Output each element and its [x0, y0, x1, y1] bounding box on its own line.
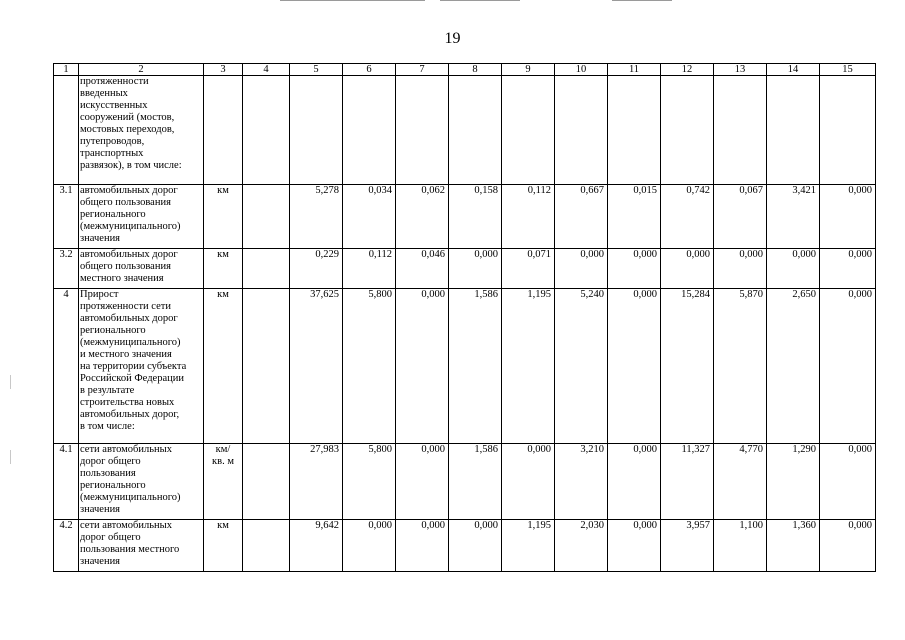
column-4-cell [243, 185, 290, 249]
table-row [54, 249, 876, 289]
row-number: 3.2 [54, 249, 79, 289]
value-cell: 0,000 [343, 520, 396, 572]
value-cell [343, 76, 396, 185]
value-cell [555, 76, 608, 185]
value-cell [608, 76, 661, 185]
value-cell: 15,284 [661, 289, 714, 444]
value-cell: 1,360 [767, 520, 820, 572]
value-cell: 5,278 [290, 185, 343, 249]
value-cell: 0,000 [608, 520, 661, 572]
row-number: 4.1 [54, 444, 79, 520]
header-cell: 1 [54, 64, 79, 76]
unit-cell: км [204, 185, 243, 249]
header-cell: 7 [396, 64, 449, 76]
table-row [54, 185, 876, 249]
value-cell [396, 76, 449, 185]
unit-cell [204, 76, 243, 185]
unit-cell: км [204, 289, 243, 444]
table-row [54, 444, 876, 520]
header-cell: 3 [204, 64, 243, 76]
value-cell: 2,030 [555, 520, 608, 572]
value-cell: 0,000 [820, 289, 876, 444]
value-cell: 5,800 [343, 444, 396, 520]
row-description: автомобильных дорог общего пользования местного значения [79, 249, 204, 289]
value-cell [290, 76, 343, 185]
value-cell: 0,071 [502, 249, 555, 289]
value-cell: 1,586 [449, 289, 502, 444]
unit-cell: км [204, 520, 243, 572]
value-cell: 0,000 [502, 444, 555, 520]
value-cell [820, 76, 876, 185]
column-4-cell [243, 444, 290, 520]
value-cell: 0,000 [396, 444, 449, 520]
value-cell [502, 76, 555, 185]
value-cell: 0,000 [396, 520, 449, 572]
value-cell: 3,421 [767, 185, 820, 249]
value-cell: 0,000 [608, 289, 661, 444]
value-cell: 0,158 [449, 185, 502, 249]
value-cell: 37,625 [290, 289, 343, 444]
page-number: 19 [444, 30, 461, 47]
column-number-header-row [54, 64, 876, 76]
value-cell: 0,062 [396, 185, 449, 249]
scan-edge-mark [10, 450, 11, 464]
scan-top-line-right [612, 0, 672, 1]
value-cell: 1,290 [767, 444, 820, 520]
header-cell: 14 [767, 64, 820, 76]
value-cell: 0,000 [608, 249, 661, 289]
value-cell: 0,000 [767, 249, 820, 289]
row-description: автомобильных дорог общего пользования регионального (межмуниципального) значения [79, 185, 204, 249]
value-cell: 2,650 [767, 289, 820, 444]
value-cell: 0,000 [820, 249, 876, 289]
column-4-cell [243, 289, 290, 444]
value-cell: 3,210 [555, 444, 608, 520]
table-row [54, 76, 876, 185]
value-cell: 0,742 [661, 185, 714, 249]
table-row [54, 289, 876, 444]
table-row [54, 520, 876, 572]
header-cell: 10 [555, 64, 608, 76]
unit-cell: км/ кв. м [204, 444, 243, 520]
value-cell: 0,034 [343, 185, 396, 249]
row-number: 4 [54, 289, 79, 444]
scan-edge-mark [10, 375, 11, 389]
row-number: 4.2 [54, 520, 79, 572]
value-cell: 3,957 [661, 520, 714, 572]
value-cell: 1,195 [502, 289, 555, 444]
value-cell: 0,067 [714, 185, 767, 249]
row-number: 3.1 [54, 185, 79, 249]
value-cell [449, 76, 502, 185]
value-cell: 0,000 [714, 249, 767, 289]
header-cell: 6 [343, 64, 396, 76]
column-4-cell [243, 76, 290, 185]
column-4-cell [243, 249, 290, 289]
value-cell: 27,983 [290, 444, 343, 520]
header-cell: 15 [820, 64, 876, 76]
value-cell: 0,000 [820, 444, 876, 520]
value-cell: 0,000 [396, 289, 449, 444]
value-cell: 0,015 [608, 185, 661, 249]
header-cell: 9 [502, 64, 555, 76]
row-description: Прирост протяженности сети автомобильных дорог регионального (межмуниципального) и местного значения на территории субъекта Российской Федерации в результате строительства новых автомобильных дорог, в том числе: [79, 289, 204, 444]
value-cell: 0,000 [820, 185, 876, 249]
value-cell: 0,000 [820, 520, 876, 572]
value-cell: 5,800 [343, 289, 396, 444]
value-cell: 11,327 [661, 444, 714, 520]
value-cell: 0,046 [396, 249, 449, 289]
value-cell: 0,112 [343, 249, 396, 289]
header-cell: 12 [661, 64, 714, 76]
row-description: сети автомобильных дорог общего пользования регионального (межмуниципального) значения [79, 444, 204, 520]
value-cell [714, 76, 767, 185]
row-number [54, 76, 79, 185]
data-table [53, 63, 876, 572]
value-cell: 0,000 [661, 249, 714, 289]
value-cell: 0,000 [449, 249, 502, 289]
header-cell: 2 [79, 64, 204, 76]
header-cell: 5 [290, 64, 343, 76]
value-cell: 9,642 [290, 520, 343, 572]
value-cell: 0,000 [555, 249, 608, 289]
scan-top-line-left [280, 0, 425, 1]
value-cell: 5,870 [714, 289, 767, 444]
header-cell: 13 [714, 64, 767, 76]
unit-cell: км [204, 249, 243, 289]
value-cell: 0,112 [502, 185, 555, 249]
value-cell: 0,000 [449, 520, 502, 572]
value-cell: 5,240 [555, 289, 608, 444]
value-cell: 0,667 [555, 185, 608, 249]
value-cell: 1,195 [502, 520, 555, 572]
value-cell [661, 76, 714, 185]
value-cell: 1,586 [449, 444, 502, 520]
value-cell: 0,000 [608, 444, 661, 520]
header-cell: 8 [449, 64, 502, 76]
header-cell: 11 [608, 64, 661, 76]
column-4-cell [243, 520, 290, 572]
row-description: сети автомобильных дорог общего пользования местного значения [79, 520, 204, 572]
value-cell [767, 76, 820, 185]
value-cell: 1,100 [714, 520, 767, 572]
scan-top-line-mid [440, 0, 520, 1]
header-cell: 4 [243, 64, 290, 76]
row-description: протяженности введенных искусственных сооружений (мостов, мостовых переходов, путепроводов, транспортных развязок), в том числе: [79, 76, 204, 185]
value-cell: 4,770 [714, 444, 767, 520]
value-cell: 0,229 [290, 249, 343, 289]
